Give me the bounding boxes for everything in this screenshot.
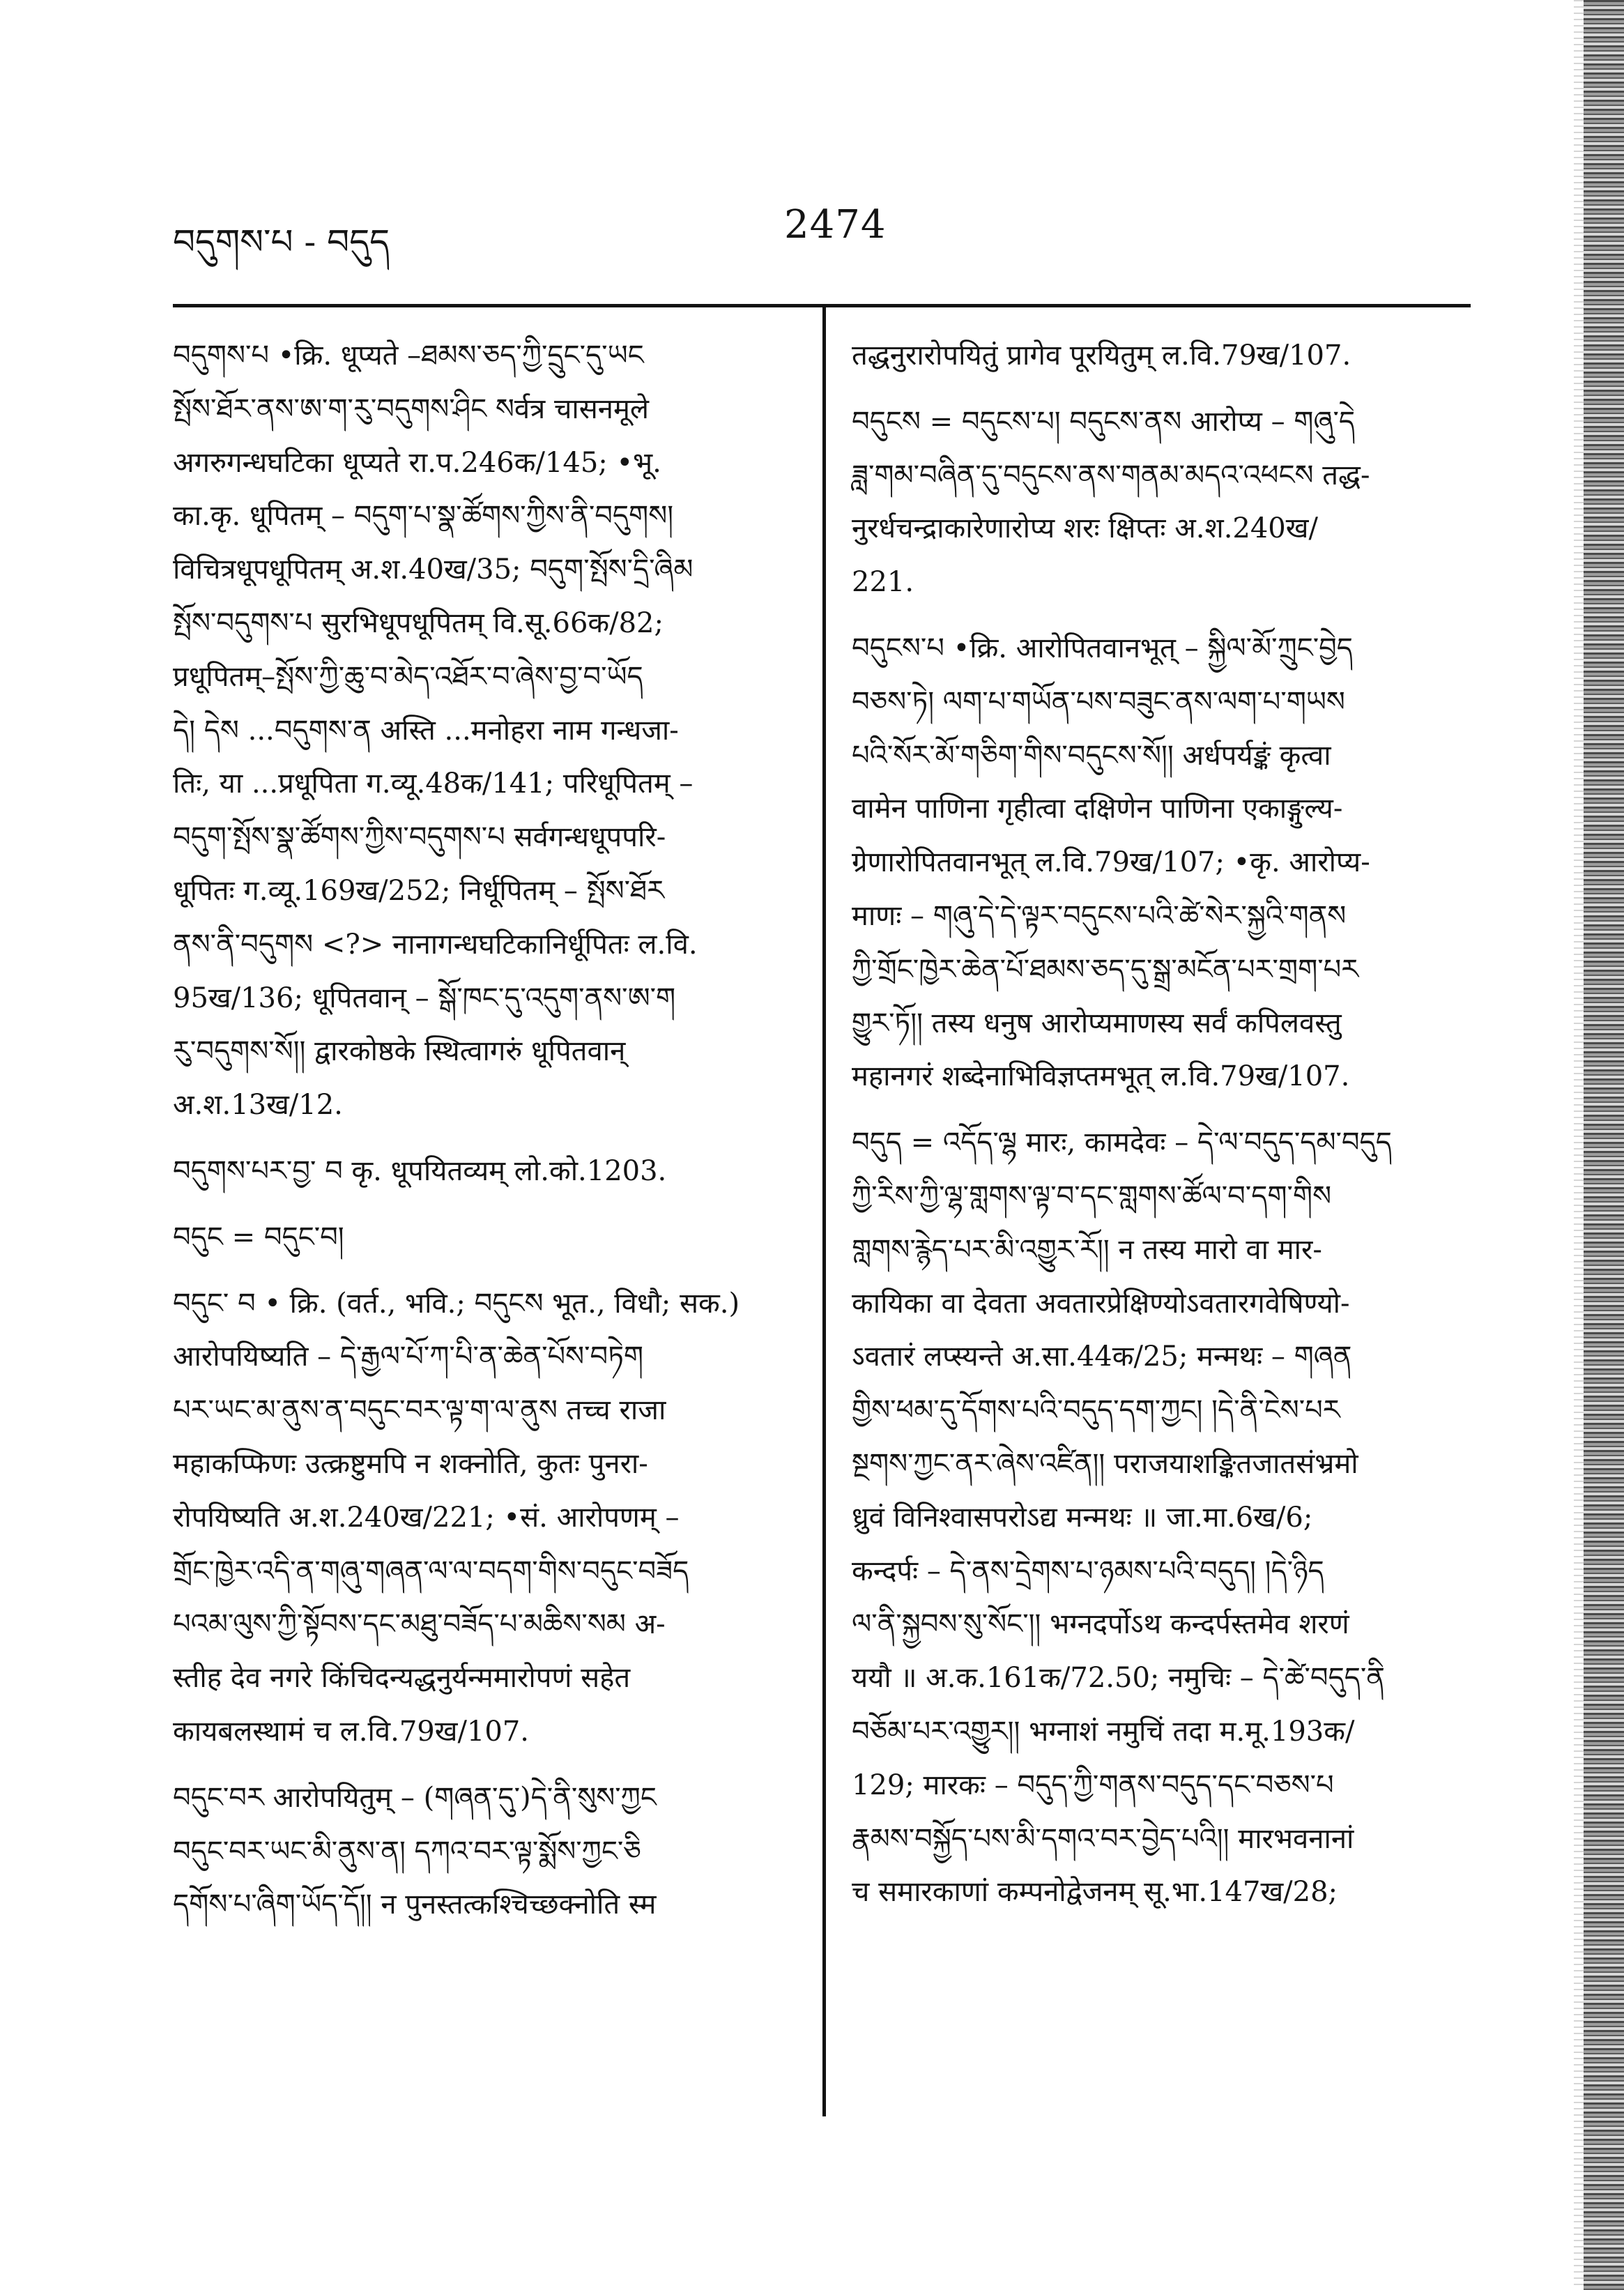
- entry-line: བཅོམ་པར་འགྱུར།། भग्नाशं नमुचिं तदा म.मू.193क/: [852, 1715, 1355, 1748]
- entry-line: ལ་ནི་སྐྱབས་སུ་སོང་།། भग्नदर्पोऽथ कन्दर्पस्तमेव शरणं: [852, 1608, 1349, 1641]
- entry-line: नुरर्धचन्द्राकारेणारोप्य शरः क्षिप्तः अ.श.240ख/: [852, 512, 1318, 545]
- entry-line: བདུང་བར आरोपयितुम् – (གཞན་དུ་)དེ་ནི་སུས་ཀྱང: [173, 1781, 657, 1814]
- entry-line: विचित्रधूपधूपितम् अ.श.40ख/35; བདུག་སྤོས་དྲི་ཞིམ: [173, 554, 694, 586]
- entry-line: གྱུར་ཏོ།། तस्य धनुष आरोप्यमाणस्य सर्वं कपिलवस्तु: [852, 1007, 1342, 1039]
- dictionary-entry: [173, 329, 804, 1132]
- entry-line: तद्धनुरारोपयितुं प्रागेव पूरयितुम् ल.वि.79ख/107.: [852, 339, 1351, 372]
- book-binding-edge: [1584, 0, 1624, 2290]
- entry-line: 129; मारकः – བདུད་ཀྱི་གནས་བདུད་དང་བཅས་པ: [852, 1769, 1334, 1801]
- dictionary-entry: [852, 1116, 1483, 1919]
- entry-line: པར་ཡང་མ་ནུས་ན་བདུང་བར་ལྟ་ག་ལ་ནུས तच्च राजा: [173, 1394, 666, 1427]
- entry-line: སྤོས་ཐོར་ནས་ཨ་ག་རུ་བདུགས་ཤིང སर्वत्र चासनमूले: [173, 392, 649, 425]
- entry-line: अगरुगन्धघटिका धूप्यते रा.प.246क/145; •भू.: [173, 446, 661, 479]
- entry-line: 221.: [852, 566, 914, 599]
- entry-line: कायिका वा देवता अवतारप्रेक्षिण्योऽवतारगवेषिण्यो-: [852, 1287, 1350, 1320]
- entry-line: རུ་བདུགས་སོ།། द्वारकोष्ठके स्थित्वागरुं धूपितवान्: [173, 1035, 626, 1068]
- entry-line: माणः – གཞུ་དེ་དེ་ལྟར་བདུངས་པའི་ཚེ་སེར་སྐྱའི་གནས: [852, 899, 1347, 932]
- entry-line: स्तीह देव नगरे किंचिदन्यद्धनुर्यन्ममारोपणं सहेत: [173, 1662, 631, 1695]
- dictionary-entry: [173, 1277, 804, 1759]
- entry-line: གྱིས་ཕམ་དུ་དོགས་པའི་བདུད་དག་ཀྱང། །དེ་ནི་ངེས་པར: [852, 1394, 1340, 1427]
- entry-line: अ.श.13ख/12.: [173, 1089, 343, 1122]
- entry-line: ཀྱི་རིས་ཀྱི་ལྷ་གླགས་ལྟ་བ་དང་གླགས་ཚོལ་བ་དག་གིས: [852, 1180, 1332, 1212]
- page-number: 2474: [784, 202, 887, 247]
- entry-line: आरोपयिष्यति – དེ་རྒྱལ་པོ་ཀ་པི་ན་ཆེན་པོས་བཏེག: [173, 1341, 644, 1373]
- entry-line: བདུག་སྤོས་སྣ་ཚོགས་ཀྱིས་བདུགས་པ सर्वगन्धधूपपरि-: [173, 821, 666, 854]
- entry-line: པའམ་ལུས་ཀྱི་སྟོབས་དང་མཐུ་བཟོད་པ་མཆིས་སམ अ-: [173, 1608, 666, 1641]
- dictionary-entry: [852, 329, 1483, 383]
- dictionary-entry: [852, 395, 1483, 609]
- right-column: [852, 329, 1483, 1932]
- entry-line: པའི་སོར་མོ་གཅིག་གིས་བདུངས་སོ།། अर्धपर्यङ्कं कृत्वा: [852, 739, 1331, 772]
- guide-words: བདུགས་པ - བདུད: [173, 222, 390, 262]
- entry-line: བདུངས = བདུངས་པ། བདུངས་ནས आरोप्य – གཞུ་དེ: [852, 405, 1356, 438]
- entry-line: སྔགས་ཀྱང་ནར་ཞེས་འཛིན།། पराजयाशङ्कितजातसंभ्रमो: [852, 1447, 1358, 1480]
- dictionary-entry: [173, 1211, 804, 1265]
- entry-line: का.कृ. धूपितम् – བདུག་པ་སྣ་ཚོགས་ཀྱིས་ནི་བདུགས།: [173, 500, 674, 533]
- entry-line: དེ། དེས ...བདུགས་ན अस्ति ...मनोहरा नाम गन्धजा-: [173, 714, 679, 747]
- book-binding-shadow: [1574, 0, 1584, 2290]
- entry-line: महाकप्फिणः उत्क्रष्टुमपि न शक्नोति, कुतः पुनरा-: [173, 1447, 648, 1480]
- entry-line: བདུད = འདོད་ལྷ मारः, कामदेवः – དེ་ལ་བདུད་དམ་བདུད: [852, 1127, 1392, 1159]
- entry-line: བདུངས་པ •क्रि. आरोपितवानभूत् – སྐྱིལ་མོ་ཀྲུང་བྱེད: [852, 632, 1353, 664]
- dictionary-entry: [173, 1145, 804, 1198]
- entry-line: कायबलस्थामं च ल.वि.79ख/107.: [173, 1715, 529, 1748]
- entry-line: བདུང་ བ • क्रि. (वर्त., भवि.; བདུངས भूत., विधौ; सक.): [173, 1287, 740, 1320]
- entry-line: ཀྱི་གྲོང་ཁྱེར་ཆེན་པོ་ཐམས་ཅད་དུ་སྒྲ་མངོན་པར་གྲག་པར: [852, 953, 1359, 986]
- entry-line: བདུགས་པར་བྱ་ བ कृ. धूपयितव्यम् लो.को.1203.: [173, 1154, 667, 1187]
- entry-line: ध्रुवं विनिश्वासपरोऽद्य मन्मथः ॥ जा.मा.6ख/6;: [852, 1501, 1313, 1534]
- left-column: [173, 329, 804, 1944]
- header-rule: [173, 304, 1471, 307]
- entry-line: वामेन पाणिना गृहीत्वा दक्षिणेन पाणिना एकाङ्गुल्य-: [852, 793, 1343, 825]
- column-divider: [822, 304, 826, 2116]
- entry-line: ग्रेणारोपितवानभूत् ल.वि.79ख/107; •कृ. आरोप्य-: [852, 846, 1370, 879]
- entry-line: ययौ ॥ अ.क.161क/72.50; नमुचिः – དེ་ཚེ་བདུད་ནི: [852, 1662, 1385, 1695]
- entry-line: ནས་ནི་བདུགས <?> नानागन्धघटिकानिर्धूपितः ल.वि.: [173, 928, 698, 961]
- entry-line: ཟླ་གམ་བཞིན་དུ་བདུངས་ནས་གནམ་མདའ་འཕངས तद्ध-: [852, 459, 1370, 491]
- entry-line: 95ख/136; धूपितवान् – སྒོ་ཁང་དུ་འདུག་ནས་ཨ་ག: [173, 982, 676, 1014]
- entry-line: བདུང = བདུང་བ།: [173, 1221, 344, 1253]
- entry-line: तिः, या ...प्रधूपिता ग.व्यू.48क/141; परिधूपितम् –: [173, 768, 694, 800]
- dictionary-entry: [852, 622, 1483, 1104]
- entry-line: རྣམས་བསྐྱོད་པས་མི་དགའ་བར་བྱེད་པའི།། मारभवनानां: [852, 1822, 1354, 1855]
- entry-line: གླགས་རྙེད་པར་མི་འགྱུར་རོ།། न तस्य मारो वा मार-: [852, 1233, 1322, 1266]
- entry-line: धूपितः ग.व्यू.169ख/252; निर्धूपितम् – སྤོས་ཐོར: [173, 874, 665, 907]
- entry-line: कन्दर्पः – དེ་ནས་དྲེགས་པ་ཉམས་པའི་བདུད། །དེ་ཉིད: [852, 1555, 1324, 1587]
- entry-line: च समारकाणां कम्पनोद्वेजनम् सू.भा.147ख/28;: [852, 1876, 1338, 1909]
- entry-line: བདུགས་པ •क्रि. धूप्यते –ཐམས་ཅད་ཀྱི་དྲུང་དུ་ཡང: [173, 339, 644, 372]
- entry-line: བཅས་ཏེ། ལག་པ་གཡོན་པས་བཟུང་ནས་ལག་པ་གཡས: [852, 685, 1345, 718]
- entry-line: གྲོང་ཁྱེར་འདི་ན་གཞུ་གཞན་ལ་ལ་བདག་གིས་བདུང་བཟོད: [173, 1555, 689, 1587]
- entry-line: དགོས་པ་ཞིག་ཡོད་དོ།། न पुनस्तत्कश्चिच्छक्नोति स्म: [173, 1888, 657, 1921]
- entry-line: महानगरं शब्देनाभिविज्ञप्तमभूत् ल.वि.79ख/107.: [852, 1060, 1350, 1093]
- entry-line: रोपयिष्यति अ.श.240ख/221; •सं. आरोपणम् –: [173, 1501, 680, 1534]
- dictionary-entry: [173, 1771, 804, 1932]
- entry-line: སྤོས་བདུགས་པ सुरभिधूपधूपितम् वि.सू.66क/82;: [173, 606, 664, 639]
- entry-line: ऽवतारं लप्स्यन्ते अ.सा.44क/25; मन्मथः – གཞན: [852, 1341, 1352, 1373]
- entry-line: प्रधूपितम्–སྤོས་ཀྱི་ཆུ་བ་མེད་འཐོར་བ་ཞེས་བྱ་བ་ཡོད: [173, 660, 643, 693]
- entry-line: བདུང་བར་ཡང་མི་ནུས་ན། དཀའ་བར་ལྟ་སྨོས་ཀྱང་ཅི: [173, 1835, 641, 1868]
